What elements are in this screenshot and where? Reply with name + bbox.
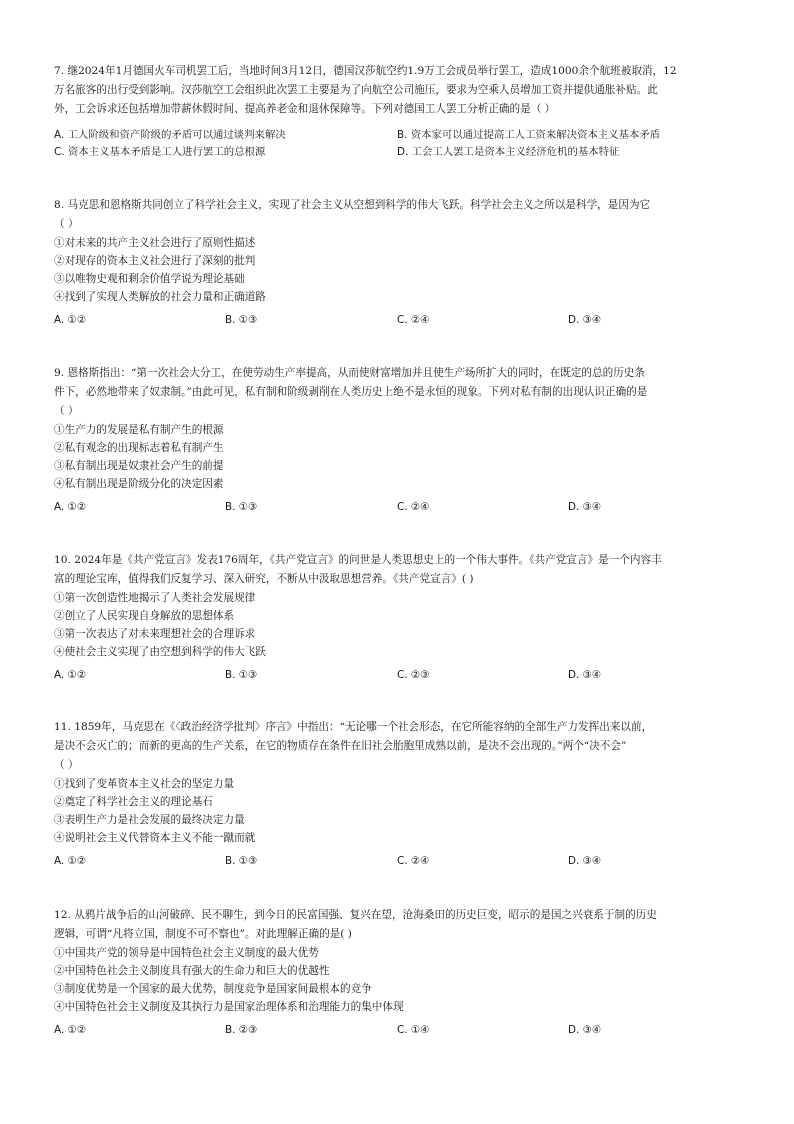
option-d[interactable]: D. 工会工人罢工是资本主义经济危机的基本特征 xyxy=(397,146,620,158)
question-12-stem: 逻辑，可谓“凡将立国，制度不可不察也”。对此理解正确的是( ) xyxy=(54,928,352,940)
option-b[interactable]: B. 资本家可以通过提高工人工资来解决资本主义基本矛盾 xyxy=(397,129,661,141)
question-11-stem: 是决不会灭亡的；而新的更高的生产关系，在它的物质存在条件在旧社会胎胞里成熟以前，是决不会出现的。”两个“决不会” xyxy=(54,740,627,752)
question-11-stem: （ ） xyxy=(54,759,79,771)
option-d[interactable]: D. ③④ xyxy=(568,669,602,681)
option-b[interactable]: B. ①③ xyxy=(225,669,258,681)
option-a[interactable]: A. ①② xyxy=(54,501,87,513)
option-c[interactable]: C. ②④ xyxy=(397,314,430,326)
statement-4: ④私有制出现是阶级分化的决定因素 xyxy=(54,478,224,490)
statement-1: ①对未来的共产主义社会进行了原则性描述 xyxy=(54,237,256,249)
statement-2: ②私有观念的出现标志着私有制产生 xyxy=(54,442,224,454)
option-d[interactable]: D. ③④ xyxy=(568,314,602,326)
question-7-options-row-1 xyxy=(54,126,740,143)
option-c[interactable]: C. ①④ xyxy=(397,1024,430,1036)
question-12 xyxy=(54,906,740,1042)
statement-1: ①中国共产党的领导是中国特色社会主义制度的最大优势 xyxy=(54,947,319,959)
statement-4: ④说明社会主义代替资本主义不能一蹴而就 xyxy=(54,832,256,844)
statement-2: ②中国特色社会主义制度具有强大的生命力和巨大的优越性 xyxy=(54,965,330,977)
statement-2: ②对现存的资本主义社会进行了深刻的批判 xyxy=(54,255,256,267)
statement-3: ③私有制出现是奴隶社会产生的前提 xyxy=(54,460,224,472)
option-b[interactable]: B. ①③ xyxy=(225,501,258,513)
question-7-stem: 万名旅客的出行受到影响。汉莎航空工会组织此次罢工主要是为了向航空公司施压，要求为空乘人员增加工资并提供通胀补贴。此 xyxy=(54,84,658,96)
question-9-stem: （ ） xyxy=(54,405,79,417)
question-12-options xyxy=(54,1024,740,1042)
statement-3: ③以唯物史观和剩余价值学说为理论基础 xyxy=(54,273,245,285)
option-a[interactable]: A. 工人阶级和资产阶级的矛盾可以通过谈判来解决 xyxy=(54,129,286,141)
option-a[interactable]: A. ①② xyxy=(54,314,87,326)
statement-1: ①生产力的发展是私有制产生的根源 xyxy=(54,424,224,436)
question-8-stem: （ ） xyxy=(54,218,79,230)
question-7-options-row-2 xyxy=(54,143,740,160)
option-b[interactable]: B. ②③ xyxy=(225,1024,258,1036)
option-a[interactable]: A. ①② xyxy=(54,669,87,681)
question-7 xyxy=(54,62,740,160)
option-d[interactable]: D. ③④ xyxy=(568,501,602,513)
question-10-stem: 富的理论宝库，值得我们反复学习、深入研究，不断从中汲取思想营养。《共产党宣言》( ) xyxy=(54,573,474,585)
question-7-stem: 7. 继2024年1月德国火车司机罢工后，当地时间3月12日，德国汉莎航空约1.9万工会成员举行罢工，造成1000余个航班被取消，12 xyxy=(54,65,677,77)
question-8-options xyxy=(54,314,740,332)
question-10-options xyxy=(54,669,740,687)
statement-2: ②奠定了科学社会主义的理论基石 xyxy=(54,796,213,808)
statement-1: ①第一次创造性地揭示了人类社会发展规律 xyxy=(54,592,256,604)
option-c[interactable]: C. ②③ xyxy=(397,669,430,681)
question-11-stem: 11. 1859年，马克思在《〈政治经济学批判〉序言》中指出：“无论哪一个社会形态，在它所能容纳的全部生产力发挥出来以前， xyxy=(54,721,653,733)
option-c[interactable]: C. 资本主义基本矛盾是工人进行罢工的总根源 xyxy=(54,146,266,158)
question-11 xyxy=(54,718,740,873)
statement-2: ②创立了人民实现自身解放的思想体系 xyxy=(54,610,235,622)
question-8-stem: 8. 马克思和恩格斯共同创立了科学社会主义，实现了社会主义从空想到科学的伟大飞跃。科学社会主义之所以是科学，是因为它 xyxy=(54,199,651,211)
question-9-options xyxy=(54,501,740,519)
option-c[interactable]: C. ②④ xyxy=(397,855,430,867)
option-a[interactable]: A. ①② xyxy=(54,855,87,867)
option-c[interactable]: C. ②④ xyxy=(397,501,430,513)
question-12-stem: 12. 从鸦片战争后的山河破碎、民不聊生，到今日的民富国强、复兴在望，沧海桑田的历史巨变，昭示的是国之兴衰系于制的历史 xyxy=(54,909,657,921)
statement-3: ③第一次表达了对未来理想社会的合理诉求 xyxy=(54,628,256,640)
statement-4: ④使社会主义实现了由空想到科学的伟大飞跃 xyxy=(54,646,266,658)
option-a[interactable]: A. ①② xyxy=(54,1024,87,1036)
question-7-stem: 外，工会诉求还包括增加带薪休假时间、提高养老金和退休保障等。下列对德国工人罢工分析正确的是（ ） xyxy=(54,103,556,115)
statement-3: ③表明生产力是社会发展的最终决定力量 xyxy=(54,814,245,826)
option-b[interactable]: B. ①③ xyxy=(225,855,258,867)
option-d[interactable]: D. ③④ xyxy=(568,1024,602,1036)
question-11-options xyxy=(54,855,740,873)
question-9-stem: 件下，必然地带来了奴隶制。”由此可见，私有制和阶级剥削在人类历史上绝不是永恒的现象。下列对私有制的出现认识正确的是 xyxy=(54,386,648,398)
question-9-stem: 9. 恩格斯指出：“第一次社会大分工，在使劳动生产率提高，从而使财富增加并且使生产场所扩大的同时，在既定的总的历史条 xyxy=(54,367,645,379)
statement-3: ③制度优势是一个国家的最大优势，制度竞争是国家间最根本的竞争 xyxy=(54,983,372,995)
question-9 xyxy=(54,364,740,519)
question-8 xyxy=(54,196,740,332)
question-10 xyxy=(54,551,740,687)
option-d[interactable]: D. ③④ xyxy=(568,855,602,867)
statement-4: ④找到了实现人类解放的社会力量和正确道路 xyxy=(54,291,266,303)
statement-4: ④中国特色社会主义制度及其执行力是国家治理体系和治理能力的集中体现 xyxy=(54,1001,404,1013)
option-b[interactable]: B. ①③ xyxy=(225,314,258,326)
statement-1: ①找到了变革资本主义社会的坚定力量 xyxy=(54,778,235,790)
question-10-stem: 10. 2024年是《共产党宣言》发表176周年，《共产党宣言》的问世是人类思想史上的一个伟大事件。《共产党宣言》是一个内容丰 xyxy=(54,554,662,566)
